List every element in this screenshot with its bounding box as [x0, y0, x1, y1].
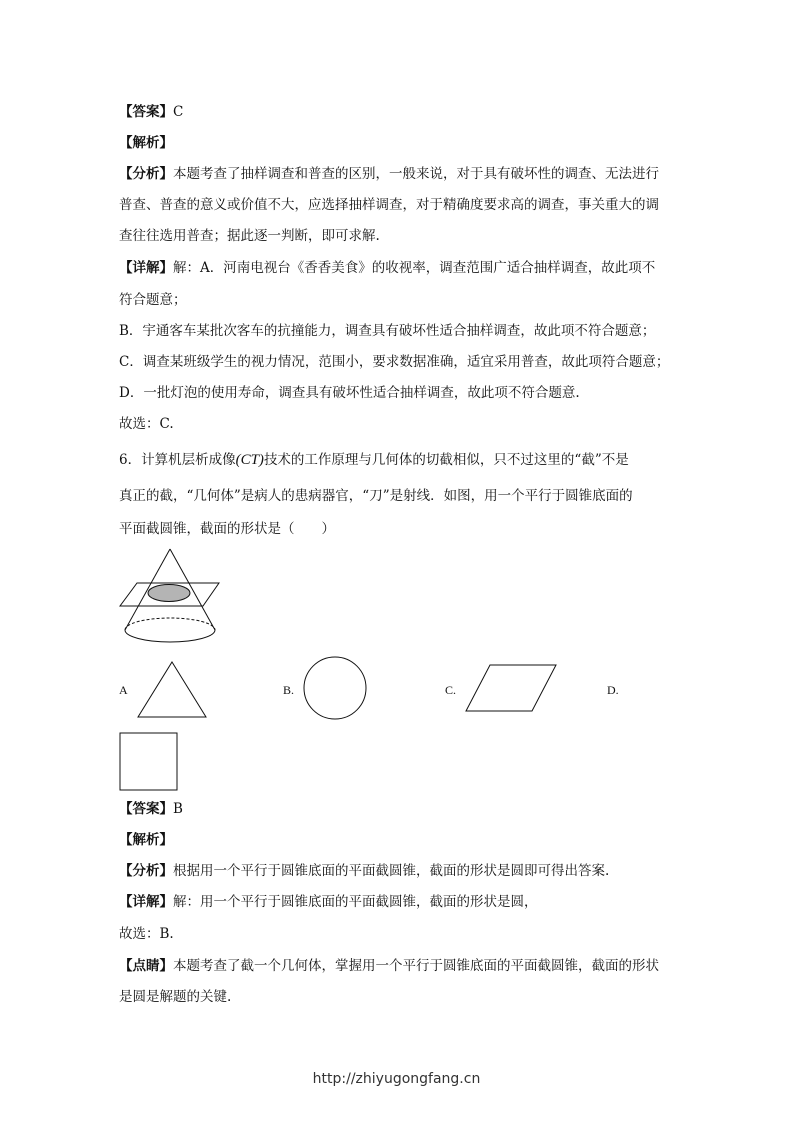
q5-choose-line: 故选：C.: [119, 416, 174, 432]
q5-answer-line: [119, 102, 183, 122]
q5-fenxi-line1: [119, 164, 659, 184]
answer-value: B: [173, 801, 183, 817]
q6-xiangjie-line: [119, 892, 538, 912]
option-d-square: [119, 732, 179, 792]
fenxi-text: 本题考查了抽样调查和普查的区别，一般来说，对于具有破坏性的调查、无法进行: [173, 166, 659, 182]
q6-dianjing-line1: [119, 956, 659, 976]
xiangjie-tag: 【详解】: [119, 260, 173, 276]
option-a-label: A: [119, 683, 128, 697]
cone-base-front: [125, 630, 215, 642]
stem-text: 技术的工作原理与几何体的切截相似，只不过这里的“截”不是: [263, 452, 629, 468]
q5-xiangjie-line2: 符合题意；: [119, 292, 187, 308]
answer-tag: 【答案】: [119, 801, 173, 817]
fenxi-tag: 【分析】: [119, 863, 173, 879]
option-b-label: B.: [283, 683, 295, 697]
stem-text: 6．计算机层析成像: [119, 452, 236, 468]
ct-formula: (CT): [235, 452, 264, 468]
xiangjie-tag: 【详解】: [119, 894, 173, 910]
q6-answer-line: [119, 799, 183, 819]
dianjing-tag: 【点睛】: [119, 958, 173, 974]
answer-tag: 【答案】: [119, 104, 173, 120]
option-a-triangle: [136, 660, 208, 720]
option-c-parallelogram: [464, 663, 558, 713]
q6-stem-line2: 真正的截，“几何体”是病人的患病器官，“刀”是射线．如图，用一个平行于圆锥底面的: [119, 488, 633, 504]
q5-option-d-line: D．一批灯泡的使用寿命，调查具有破坏性适合抽样调查，故此项不符合题意.: [119, 385, 580, 401]
answer-value: C: [173, 104, 184, 120]
section-ellipse: [148, 585, 190, 602]
q6-stem-line1: [119, 450, 629, 470]
cone-base-back: [125, 618, 215, 630]
q6-stem-line3: 平面截圆锥，截面的形状是（ ）: [119, 521, 335, 537]
xiangjie-text: 解：用一个平行于圆锥底面的平面截圆锥，截面的形状是圆，: [173, 894, 538, 910]
fenxi-text: 根据用一个平行于圆锥底面的平面截圆锥，截面的形状是圆即可得出答案.: [173, 863, 610, 879]
q6-dianjing-line2: 是圆是解题的关键.: [119, 989, 232, 1005]
xiangjie-text: 解：A．河南电视台《香香美食》的收视率，调查范围广适合抽样调查，故此项不: [173, 260, 656, 276]
cone-section-figure: [115, 545, 225, 645]
q6-fenxi-line: [119, 861, 609, 881]
dianjing-text: 本题考查了截一个几何体，掌握用一个平行于圆锥底面的平面截圆锥，截面的形状: [173, 958, 659, 974]
option-d-label: D.: [607, 683, 619, 697]
q6-choose-line: 故选：B.: [119, 926, 174, 942]
q5-analysis-tag: 【解析】: [119, 135, 173, 151]
q5-option-b-line: B．宇通客车某批次客车的抗撞能力，调查具有破坏性适合抽样调查，故此项不符合题意；: [119, 323, 656, 339]
q5-fenxi-line2: 普查、普查的意义或价值不大，应选择抽样调查，对于精确度要求高的调查，事关重大的调: [119, 197, 659, 213]
q5-xiangjie-line1: [119, 258, 655, 278]
option-b-circle: [302, 655, 368, 721]
option-c-label: C.: [445, 683, 457, 697]
q6-analysis-tag: 【解析】: [119, 832, 173, 848]
q5-fenxi-line3: 查往往选用普查；据此逐一判断，即可求解.: [119, 228, 380, 244]
q5-option-c-line: C．调查某班级学生的视力情况，范围小，要求数据准确，适宜采用普查，故此项符合题意；: [119, 354, 670, 370]
footer-url: http://zhiyugongfang.cn: [312, 1071, 481, 1087]
fenxi-tag: 【分析】: [119, 166, 173, 182]
